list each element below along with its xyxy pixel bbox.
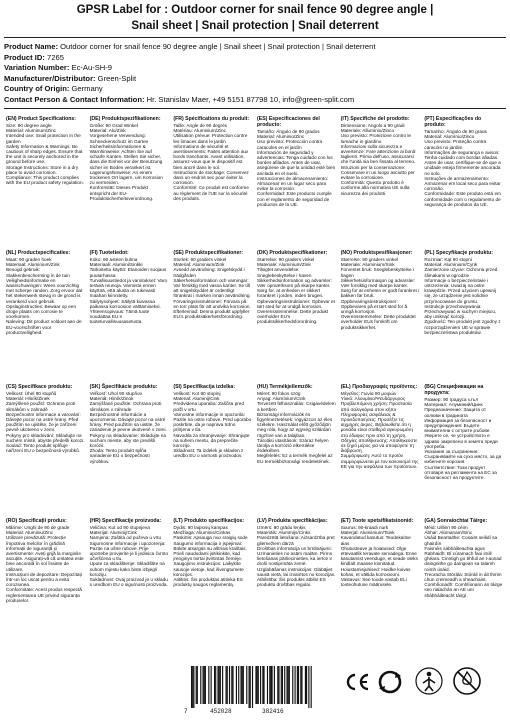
spec-block bbox=[255, 114, 339, 248]
spec-block-heading: (EL) Προδιαγραφές προϊόντος: bbox=[340, 384, 418, 390]
barcode-bar bbox=[211, 666, 212, 704]
meta-manufacturer: Manufacturer/Distributor: Green-Split bbox=[4, 73, 137, 83]
meta-contact: Contact Person & Contact Information: Hr. Stanislav Maer, +49 5151 87798 10, info@green-split.com bbox=[4, 94, 355, 104]
meta-variation-number: Variation Number: Ec-Au-SH-9 bbox=[4, 63, 113, 72]
spec-block-heading: (LV) Produkta specifikācijas: bbox=[257, 518, 328, 524]
barcode-bar bbox=[217, 666, 218, 704]
spec-block-body: Size: 90 degree angle Material: Aluminum/Zinc Intended use: Snail protection in the garden Safety Information & Warnings: Be cautious of sharp edges. Ensure that the unit is securely anchored in the ground before use. Storage Instructions: Store in a dry place to avoid corrosion. Compliance: This product complies with the EU product safety regulation. bbox=[6, 123, 84, 186]
label-footer bbox=[0, 662, 510, 720]
spec-block bbox=[339, 382, 423, 516]
spec-block bbox=[88, 248, 172, 382]
barcode-bar bbox=[277, 666, 278, 704]
barcode-bar bbox=[215, 666, 216, 704]
barcode-bar bbox=[249, 666, 250, 708]
barcode-bar bbox=[243, 666, 244, 704]
spec-block-heading: (RO) Specificații produs: bbox=[6, 518, 67, 524]
barcode-bar bbox=[305, 666, 306, 704]
spec-block-body: Veličina: Kut od 90 stupnjeva Materijal: Aluminij/Cink Namjena: Zaštita od puževa u vrtu Sigurnosne informacije i upozorenja: Pazite na oštre rubove. Prije upotrebe provjerite je li jedinica čvrsto učvršćena u tlu. Upute za skladištenje: Skladištite na suhom mjestu kako biste izbjegli koroziju. Sukladnost: Ovaj proizvod je u skladu s uredbom EU o sigurnosti proizvoda. bbox=[89, 525, 169, 588]
barcode-bar bbox=[292, 666, 293, 704]
spec-block-heading: (IT) Specifiche del prodotto: bbox=[340, 116, 410, 122]
barcode-bar bbox=[214, 666, 215, 704]
barcode-bar bbox=[208, 666, 209, 704]
spec-block-body: Μέγεθος: Γωνία 90 μοιρών Υλικό: Αλουμίνιο/Ψευδάργυρος Προβλεπόμενη χρήση: Προστασία από σαλιγκάρια στον κήπο Πληροφορίες ασφάλειας & προειδοποιήσεις: Προσέξτε τις αιχμηρές άκρες. Βεβαιωθείτε ότι η μονάδα είναι σταθερά αγκυρωμένη στο έδαφος πριν από τη χρήση. Οδηγίες αποθήκευσης: Αποθηκεύστε σε ξηρό μέρος για να αποφύγετε τη διάβρωση. Συμμόρφωση: Αυτό το προϊόν συμμορφώνεται με τον κανονισμό της ΕΕ για την ασφάλεια των προϊόντων. bbox=[340, 391, 419, 469]
barcode-bar bbox=[238, 666, 239, 704]
barcode-bar bbox=[260, 666, 261, 704]
spec-block-body: Dimensione: Angolo a 90 gradi Materiale: Alluminio/Zinco Uso previsto: Protezione contro le lumache in giardino Informazioni sulla sicurezza e avvertenze: Fare attenzione ai bordi taglienti. Prima dell'uso, assicurarsi che l'unità sia ben fissata al terreno. Istruzioni per la conservazione: Conservare in un luogo asciutto per evitare la corrosione. Conformità: Questo prodotto è conforme alla normativa UE sulla sicurezza dei prodotti. bbox=[340, 123, 416, 196]
barcode-bar bbox=[250, 666, 251, 708]
ce-mark-icon bbox=[344, 672, 370, 692]
spec-block bbox=[255, 516, 339, 650]
barcode-bar bbox=[219, 666, 220, 704]
barcode-bar bbox=[226, 666, 227, 704]
spec-row bbox=[4, 382, 506, 516]
barcode-bar bbox=[298, 666, 299, 704]
spec-block-body: Méret: 90 fokos szög Anyag: Alumínium/Cink Tervezett felhasználás: Csigavédelem a kertben Biztonsági információk és figyelmeztetések: Vigyázzon az éles szélekre. Használat előtt győződjön meg róla, hogy az egység szilárdan rögzítve van a talajban. Tárolási utasítások: Száraz helyen tárolja a korrózió elkerülése érdekében. Megfelelés: Ez a termék megfelel az EU termékbiztonsági rendeletének. bbox=[257, 391, 336, 464]
spec-block-body: Velikost: Úhel 90 stupňů Materiál: Hliník/Zinek Zamýšlené použití: Ochrana proti slimákům v zahradě Bezpečnostní informace a varování: Dávejte pozor na ostré hrany. Před použitím se ujistěte, že je zařízení pevně ukotveno v zemi. Pokyny pro skladování: Skladujte na suchém místě, abyste předešli korozi. Soulad: Tento produkt splňuje nařízení EU o bezpečnosti výrobků. bbox=[6, 391, 85, 454]
spec-block bbox=[88, 114, 172, 248]
spec-block-body: Koko: 90 asteen kulma Materiaali: Alumiini/Sinkki Tarkoitettu käyttö: Etanoiden suojaus puutarhassa Turvallisuustiedot ja varoitukset: Varo teräviä reunoja. Varmista ennen käyttöä, että alusta on tukevasti maahan kiinnitetty. Säilytysohjeet: Säilytä kuivassa paikassa korroosion välttämiseksi. Yhteensopivuus: Tämä tuote noudattaa EU:n tuoteturvallisuusasetusta. bbox=[89, 257, 168, 325]
barcode-bar bbox=[288, 666, 289, 704]
spec-block bbox=[255, 248, 339, 382]
spec-block-heading: (DK) Produktspecifikationer: bbox=[257, 250, 328, 256]
spec-block bbox=[339, 114, 423, 248]
barcode-bar bbox=[272, 666, 273, 704]
barcode-bar bbox=[311, 666, 312, 708]
barcode-digits-right: 382416 bbox=[262, 708, 284, 715]
spec-row bbox=[4, 516, 506, 650]
spec-block-heading: (SI) Specifikacija izdelka: bbox=[173, 384, 236, 390]
barcode-bar bbox=[197, 666, 198, 704]
spec-block-heading: (PL) Specyfikacje produktu: bbox=[424, 250, 493, 256]
spec-block-heading: (NL) Productspecificaties: bbox=[6, 250, 71, 256]
spec-block-body: Maat: 90 graden hoek Materiaal: Aluminium/Zink Beoogd gebruik: Slakkenbescherming in de tuin Veiligheidsinformatie en waarschuwingen: Wees voorzichtig met scherpe randen. Zorg ervoor dat het stekenwerk stevig in de grond is verankerd voor gebruik. Opslaginstructies: Bewaar op een droge plaats om corrosie te voorkomen. Naleving: Dit product voldoet aan de EU-voorschriften voor productveiligheid. bbox=[6, 257, 83, 335]
barcode-bar bbox=[246, 666, 247, 704]
spec-block-heading: (EN) Product Specifications: bbox=[6, 116, 77, 122]
barcode-digits-left: 452028 bbox=[210, 708, 232, 715]
barcode-bar bbox=[220, 666, 221, 704]
spec-block bbox=[339, 516, 423, 650]
recycle-loop-icon bbox=[376, 668, 404, 696]
title-line-2: Snail sheet | Snail protection | Snail deterrent bbox=[131, 20, 379, 32]
spec-block-heading: (NO) Produktspesifikasjoner: bbox=[340, 250, 413, 256]
barcode-bar bbox=[301, 666, 302, 704]
spec-block-heading: (FI) Tuotetiedot: bbox=[89, 250, 129, 256]
spec-row bbox=[4, 114, 506, 248]
spec-block-body: Mărime: Unghi de 90 de grade Material: Aluminiu/Zinc Utilizare prevăzută: Protecție împotriva melcilor în grădină Informații de siguranță și avertismente: Aveți grijă la marginile ascuțite. Asigurați-vă că unitatea este bine ancorată în sol înainte de utilizare. Instrucțiuni de depozitare: Depozitați într-un loc uscat pentru a evita coroziunea. Conformitate: Acest produs respectă reglementarea UE privind siguranța produselor. bbox=[6, 525, 84, 603]
barcode-bar bbox=[193, 666, 194, 708]
spec-block-heading: (SK) Špecifikácie produktu: bbox=[89, 384, 158, 390]
barcode-bar bbox=[258, 666, 259, 704]
barcode-bar bbox=[267, 666, 268, 704]
barcode-bar bbox=[205, 666, 206, 704]
spec-block-body: Izmērs: 90 grādu leņķis Materiāls: Alumīnijs/Cinks Paredzētā lietošana: Aizsardzība pret gliemežiem dārzā Drošības informācija un brīdinājumi: Uzmanieties no asām malām. Pirms lietošanas pārliecinieties, ka ierīce ir droši nostiprināta zemē. Uzglabāšanas instrukcijas: Glabājiet sausā vietā, lai izvairītos no korozijas. Atbilstība: Šis produkts atbilst ES produktu drošības regulai. bbox=[257, 525, 336, 588]
barcode-bar bbox=[282, 666, 283, 704]
barcode-bar bbox=[232, 666, 233, 704]
barcode-bar bbox=[289, 666, 290, 704]
barcode-bar bbox=[227, 666, 228, 704]
barcode-bar bbox=[257, 666, 258, 704]
spec-block-heading: (HU) Termékjellemzők: bbox=[257, 384, 313, 390]
barcode-bar bbox=[255, 666, 256, 704]
spec-block-body: Tamanho: Ângulo de 90 graus Material: Alumínio/Zinco Uso previsto: Proteção contra caracóis no jardim Informações de segurança e avisos: Tenha cuidado com bordas afiadas. Antes de usar, certifique-se de que a unidade esteja firmemente ancorada no solo. Instruções de armazenamento: Armazenar em local seco para evitar corrosão. Conformidade: Este produto está em conformidade com o regulamento de segurança de produtos da UE. bbox=[424, 129, 501, 207]
barcode-bar bbox=[286, 666, 287, 704]
meta-country-of-origin: Country of Origin: Germany bbox=[4, 84, 103, 93]
spec-block-body: Størrelse: 90 graders vinkel Materiale: Aluminium/Zink Tilsigtet anvendelse: Sneglebeskyttelse i haven Sikkerhedsinformation og advarsler: Vær opmærksom på skarpe kanter. Sørg for, at enheden er sikkert forankret i jorden, inden brugen. Opbevaringsinstruktioner: Opbevar et tørt sted for at undgå korrosion. Overensstemmelse: Dette produkt overholder EU's produktsikkerhedsforordning. bbox=[257, 257, 335, 325]
label-title bbox=[4, 2, 506, 34]
barcode-bar bbox=[252, 666, 253, 708]
spec-block-body: Größe: 90 Grad Winkel Material: Alu/Zink Vorgesehene Verwendung: Schneckenschutz im Garten Sicherheitsinformationen & Warnhinweise: Achten Sie auf scharfe Kanten. Stellen Sie sicher, dass die Einheit vor der Benutzung sicher im Boden verankert ist. Lagerungshinweise: An einem trockenen Ort lagern, um Korrosion zu vermeiden. Konformität: Dieses Produkt entspricht der EU-Produktsicherheitsverordnung. bbox=[89, 123, 163, 201]
barcode-bar bbox=[297, 666, 298, 704]
barcode-bar bbox=[191, 666, 192, 708]
spec-block-heading: (ES) Especificaciones del producto: bbox=[257, 116, 320, 128]
spec-block-body: Velikost: Kot 90 stopinj Material: Aluminij/Cink Predvidena uporaba: Zaščita pred polži v vrtu Varnostne informacije in opozorila: Pazite na ostre robove. Pred uporabo poskrbite, da je naprava trdno pritrjena v tla. Navodila za shranjevanje: Shranjujte na suhem mestu, da preprečite korozijo. Skladnost: Ta izdelek je skladen z uredbo EU o varnosti proizvodov. bbox=[173, 391, 252, 459]
meta-product-id: Product ID: 7265 bbox=[4, 52, 64, 62]
barcode-bar bbox=[295, 666, 296, 704]
barcode-bar bbox=[240, 666, 241, 704]
title-divider bbox=[4, 37, 506, 38]
spec-row bbox=[4, 248, 506, 382]
spec-block-heading: (FR) Spécifications du produit: bbox=[173, 116, 250, 122]
spec-block-heading: (HR) Specifikacije proizvoda: bbox=[89, 518, 162, 524]
barcode-bar bbox=[278, 666, 279, 704]
ean-barcode bbox=[183, 666, 323, 710]
spec-block bbox=[171, 382, 255, 516]
spec-block-body: Méid: Uillinn 90 céim Ábhar: Alúmanam/Sinc Úsáid Beartaithe: Cosaint seilidí sa ghairdín Faisnéis sábháilteachta agus Rabhaidh: Bí cúramach faoi imill ghéara. Cinntigh go bhfuil an t-aonad daingnithe go daingean sa talamh roimh úsáid. Treoracha Stórála: Stóráil in áit thirim chun creimeadh a sheachaint. Comhlíonadh: Comhlíonann an táirge seo rialachán an AE um shábháilteacht táirgí. bbox=[424, 525, 503, 598]
spec-block bbox=[88, 516, 172, 650]
spec-block-body: Tamaño: Ángulo de 90 grados Material: Aluminio/Zinc Uso previsto: Protección contra caracoles en el jardín Información de seguridad y advertencias: Tenga cuidado con los bordes afilados. Antes de usar, asegúrese de que la unidad esté bien anclada en el suelo. Instrucciones de almacenamiento: Almacenar en un lugar seco para evitar la corrosión. Conformidad: Este producto cumple con el reglamento de seguridad de productos de la UE. bbox=[257, 129, 336, 207]
barcode-bar bbox=[192, 666, 193, 708]
barcode-bar bbox=[284, 666, 285, 704]
spec-block bbox=[422, 248, 506, 382]
no-burn-icon bbox=[452, 666, 482, 696]
spec-block bbox=[4, 114, 88, 248]
barcode-bar bbox=[229, 666, 230, 704]
barcode-bar bbox=[281, 666, 282, 704]
spec-block bbox=[422, 114, 506, 248]
spec-block-heading: (LT) Produkto specifikacijos: bbox=[173, 518, 245, 524]
spec-block bbox=[422, 382, 506, 516]
triman-icon bbox=[414, 666, 444, 696]
spec-block bbox=[171, 516, 255, 650]
barcode-bar bbox=[263, 666, 264, 704]
barcode-bar bbox=[236, 666, 237, 704]
barcode-bar bbox=[196, 666, 197, 704]
barcode-bar bbox=[203, 666, 204, 704]
spec-block-body: Rozmiar: Kąt 90 stopni Materiał: Aluminium/Cynk Zamierzone użycie: Ochrona przed ślimakami w ogrodzie Informacje o bezpieczeństwie i ostrzeżenia: Uważaj na ostre krawędzie. Przed użyciem upewnij się, że urządzenie jest solidnie przymocowane do gruntu. Instrukcje przechowywania: Przechowywać w suchym miejscu, aby uniknąć korozji. Zgodność: Ten produkt jest zgodny z rozporządzeniem UE w sprawie bezpieczeństwa produktów. bbox=[424, 257, 501, 335]
barcode-bar bbox=[270, 666, 271, 704]
meta-divider bbox=[4, 108, 506, 109]
spec-block-body: Storlek: 90 graders vinkel Material: Aluminium/Zink Avsedd användning: Snigelskydd i trädgården Säkerhetsinformation och varningar: Var försiktig med vassa kanter. Se till att snigelskyddet är ordentligt förankrat i marken innan användning. Förvaringsinstruktioner: Förvara på en torr plats för att undvika korrosion. Efterlevnad: Denna produkt uppfyller EU:s produktsäkerhetsförordning. bbox=[173, 257, 251, 320]
barcode-bar bbox=[300, 666, 301, 704]
spec-block bbox=[171, 114, 255, 248]
spec-block bbox=[4, 248, 88, 382]
product-meta bbox=[4, 42, 506, 105]
specification-grid bbox=[4, 114, 506, 650]
title-line-1: GPSR Label for : Outdoor corner for snail fence 90 degree angle | bbox=[76, 4, 434, 16]
barcode-bar bbox=[308, 666, 309, 708]
spec-block-heading: (ET) Toote spetsifikatsioonid: bbox=[340, 518, 414, 524]
spec-block bbox=[171, 248, 255, 382]
spec-block-heading: (GA) Sonraíochtaí Táirge: bbox=[424, 518, 488, 524]
spec-block-body: Dydis: 90 laipsnių kampas Medžiaga: Aliuminis/Cinkas Paskirtis: Apsauga nuo sraigių sode Saugumo informacija ir įspėjimai: Būkite atsargūs su aštriais kraštais. Prieš naudodami įsitikinkite, kad įrenginys tvirtai įtvirtintas žemėje. Saugojimo instrukcijos: Laikykite sausoje vietoje, kad išvengtumėte korozijos. Atitiktis: Šis produktas atitinka ES produktų saugos reglamentą. bbox=[173, 525, 248, 588]
spec-block bbox=[88, 382, 172, 516]
barcode-bar bbox=[262, 666, 263, 704]
barcode-bar bbox=[306, 666, 307, 704]
barcode-bar bbox=[231, 666, 232, 704]
spec-block bbox=[339, 248, 423, 382]
spec-block-body: Suurus: 90-kraadi nurk Materjal: Alumiinium/Tsink Kavandatud kasutus: Teodekaitse aias Ohutusteave ja hoiatused: Olge ettevaatlik teravate servadega. Enne kasutamist veenduge, et seade oleks kindlalt maasse kinnitatud. Hoiustamisjuhised: Hoidke kuivas kohas, et vältida korrosiooni. Vastavus: See toode vastab ELi tooteohutuse määrusele. bbox=[340, 525, 418, 588]
spec-block bbox=[4, 516, 88, 650]
spec-block bbox=[4, 382, 88, 516]
spec-block-body: Størrelse: 90 graders vinkel Materiale: Aluminium/Sink Forventet bruk: Sneglebeskyttelse i hagen Sikkerhetsinformasjon og advarsler: Vær forsiktig med skarpe kanter. Sørg for at enheten er godt forankret i bakken før bruk. Oppbevaringsinstruksjoner: Oppbevares på et tørt sted for å unngå korrosjon. Overensstemmelse: Dette produktet overholder EUs forskrift om produktsikkerhet. bbox=[340, 257, 420, 330]
spec-block-heading: (BG) Спецификации на продукта: bbox=[424, 384, 484, 396]
barcode-bar bbox=[204, 666, 205, 704]
barcode-digit-first: 7 bbox=[184, 708, 188, 715]
spec-block-heading: (PT) Especificações do produto: bbox=[424, 116, 482, 128]
spec-block-body: Veľkosť: Uhol 90 stupňov Materiál: Hliník/Zinok Zamýšľané použitie: Ochrana proti slimákom v záhrade Bezpečnostné informácie a upozornenia: Dávajte pozor na ostré hrany. Pred použitím sa uistite, že zariadenie je pevne ukotvené v zemi. Pokyny na skladovanie: Skladujte na suchom mieste, aby ste predišli korózii. Zhoda: Tento produkt spĺňa nariadenie EÚ o bezpečnosti výrobkov. bbox=[89, 391, 167, 464]
meta-product-name: Product Name: Outdoor corner for snail fence 90 degree angle | Snail sheet | Snail protection | Snail deterrent bbox=[4, 42, 376, 51]
spec-block-heading: (SE) Produktspecifikationer: bbox=[173, 250, 244, 256]
spec-block bbox=[422, 516, 506, 650]
barcode-bar bbox=[200, 666, 201, 704]
spec-block bbox=[255, 382, 339, 516]
spec-block-heading: (DE) Produktspezifikationen: bbox=[89, 116, 161, 122]
barcode-bar bbox=[269, 666, 270, 704]
spec-block-body: Taille: Angle de 90 degrés Matériau: Aluminium/Zinc Utilisation prévue: Protection contre les limaces dans le jardin Informations de sécurité et avertissements: Faites attention aux bords tranchants. Avant utilisation, assurez-vous que le dispositif est bien ancré dans le sol. Instructions de stockage: Conservez dans un endroit sec pour éviter la corrosion. Conformité: Ce produit est conforme au règlement de l'UE sur la sécurité des produits. bbox=[173, 123, 249, 201]
barcode-bar bbox=[222, 666, 223, 704]
barcode-bar bbox=[274, 666, 275, 704]
spec-block-body: Размер: 90 градуса ъгъл Материал: Алуминий/Цинк Предназначение: Защита от охлюви в градината Информация за безопасност и предупреждения: Бъдете внимателни с острите ръбове. Уверете се, че устройството е здраво закрепено в земята преди употреба. Указания за съхранение: Съхранявайте на сухо място, за да избегнете корозия. Съответствие: Този продукт отговаря на регламента на ЕС за безопасност на продуктите. bbox=[424, 397, 502, 481]
barcode-bar bbox=[242, 666, 243, 704]
spec-block-heading: (CS) Specifikace produktu: bbox=[6, 384, 73, 390]
